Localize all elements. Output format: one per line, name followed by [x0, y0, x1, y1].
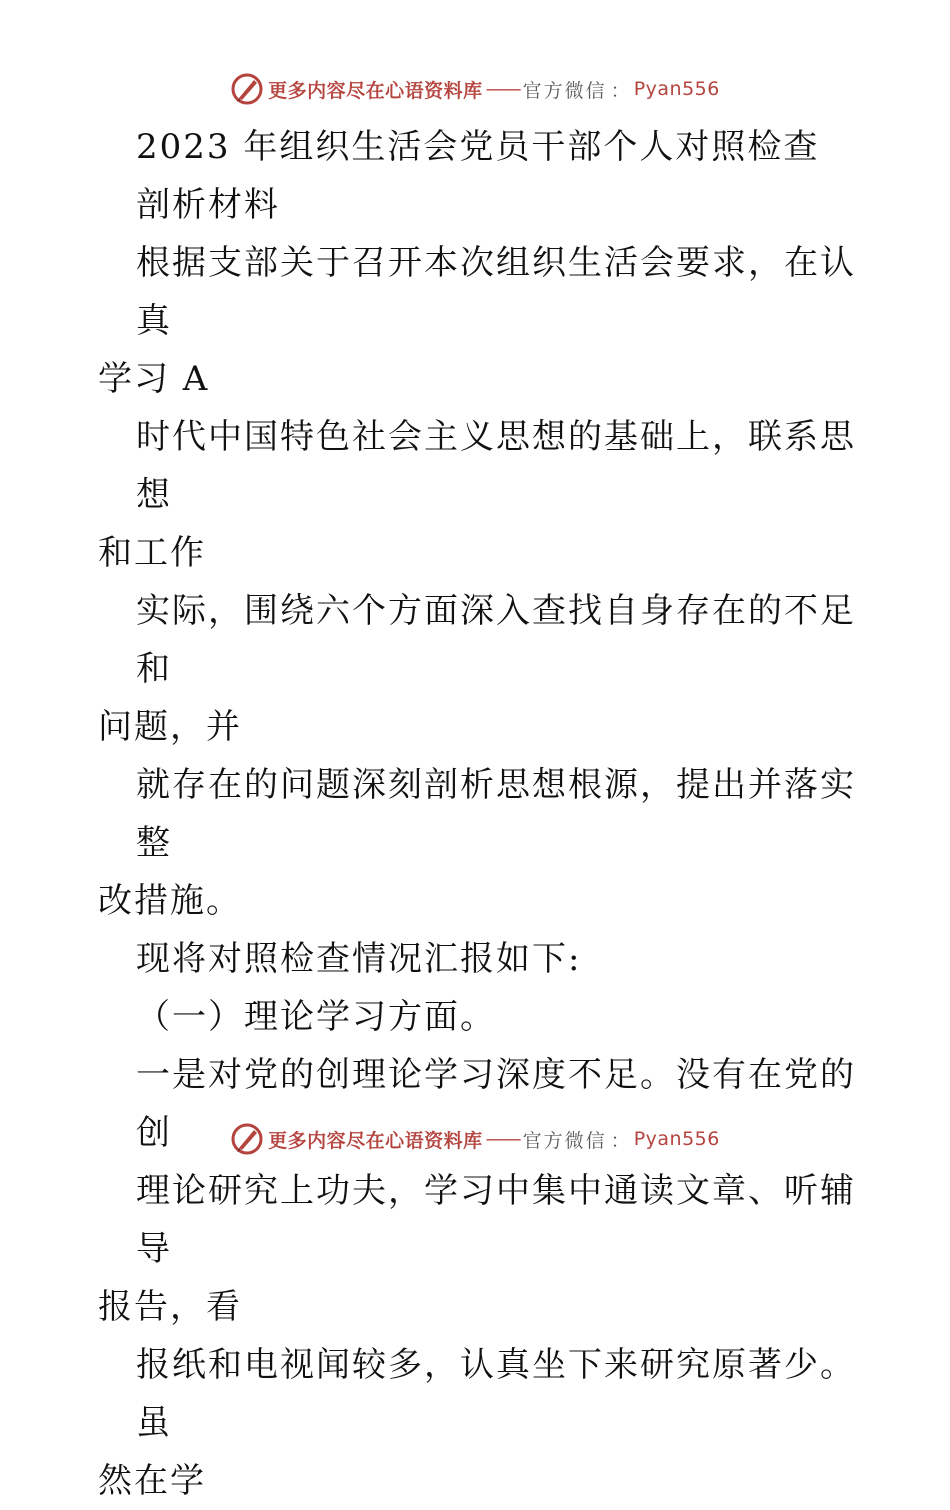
doc-line: 实际，围绕六个方面深入查找自身存在的不足和	[136, 591, 856, 689]
doc-line: 改措施。	[98, 881, 242, 921]
watermark-dash: ——	[485, 78, 520, 100]
watermark-dash: ——	[485, 1128, 520, 1150]
doc-line: 学习 A	[98, 359, 210, 399]
watermark-account: Pyan556	[633, 78, 720, 100]
doc-line: 理论研究上功夫，学习中集中通读文章、听辅导	[136, 1171, 856, 1269]
doc-section-heading: （一）理论学习方面。	[136, 997, 496, 1037]
quill-pen-logo-icon	[230, 1122, 264, 1156]
watermark-wechat-label: 官方微信	[522, 79, 607, 102]
doc-line: 根据支部关于召开本次组织生活会要求，在认真	[136, 243, 856, 341]
document-body	[98, 118, 858, 1510]
doc-line: 报纸和电视闻较多，认真坐下来研究原著少。虽	[136, 1345, 856, 1443]
doc-line: 报告，看	[98, 1287, 242, 1327]
watermark-wechat-label: 官方微信	[522, 1129, 607, 1152]
watermark-separator: ：	[610, 79, 630, 102]
doc-line: 和工作	[98, 533, 206, 573]
doc-title-line: 2023 年组织生活会党员干部个人对照检查	[136, 127, 820, 167]
watermark-header	[0, 72, 950, 106]
doc-line: 问题，并	[98, 707, 242, 747]
doc-title-line: 剖析材料	[136, 185, 280, 225]
watermark-separator: ：	[610, 1129, 630, 1152]
doc-line: 现将对照检查情况汇报如下:	[136, 939, 582, 979]
watermark-lead: 更多内容尽在心语资料库	[268, 79, 483, 102]
watermark-footer	[0, 1122, 950, 1156]
doc-line: 就存在的问题深刻剖析思想根源，提出并落实整	[136, 765, 856, 863]
doc-line: 时代中国特色社会主义思想的基础上，联系思想	[136, 417, 856, 515]
doc-line: 一是对党的创理论学习深度不足。没有在党的创	[136, 1055, 856, 1153]
quill-pen-logo-icon	[230, 72, 264, 106]
watermark-lead: 更多内容尽在心语资料库	[268, 1129, 483, 1152]
watermark-account: Pyan556	[633, 1128, 720, 1150]
doc-line: 然在学	[98, 1461, 206, 1501]
